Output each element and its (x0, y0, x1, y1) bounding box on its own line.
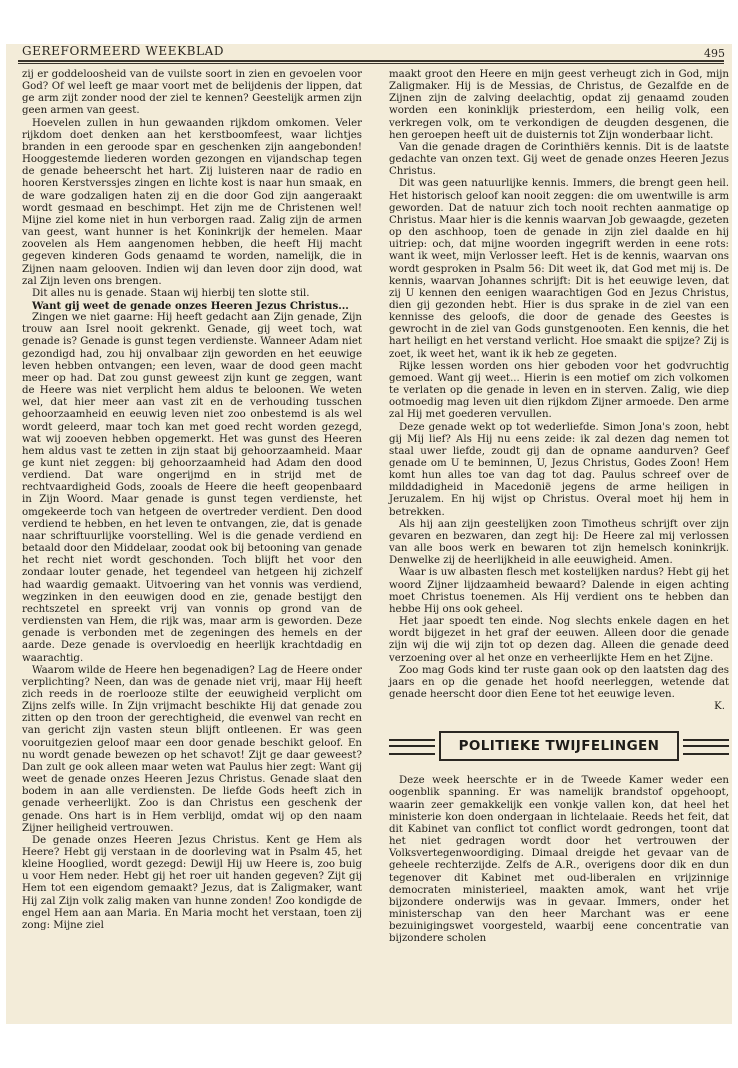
top-margin (0, 0, 738, 44)
paragraph: Dit alles nu is genade. Staan wij hierbij ten slotte stil. (32, 287, 310, 299)
heading-box (439, 731, 679, 761)
paragraph: Hoevelen zullen in hun gewaanden rijkdom omkomen. Veler rijkdom doet denken aan het kerstboomfeest, waar lichtjes branden in een geroode spar en geschenken zijn aangebonden! Hooggestemde liederen worden gezongen en vijandschap tegen de genade beheerscht het hart. Zij luisteren naar de radio en hooren Kerstverssjes zingen en lichte kost is naar hun smaak, en de ware godzaligen haten zij en die door God zijn aangeraakt wordt gesmaad en beschimpt. Het zijn me de Christenen wel! Mijne ziel kome niet in hun verborgen raad. Zalig zijn de armen van geest, want hunner is het Koninkrijk der hemelen. Maar zoovelen als Hem aangenomen hebben, die heeft Hij macht gegeven kinderen Gods genaamd te worden, namelijk, die in Zijnen naam gelooven. Indien wij dan leven door zijn dood, wat zal Zijn leven ons brengen. (22, 117, 362, 287)
left-column (22, 69, 362, 932)
section-title: POLITIEKE TWIJFELINGEN (458, 738, 660, 755)
paragraph: Waar is uw albasten flesch met kostelijken nardus? Hebt gij het woord Zijner lijdzaamheid bewaard? Dalende in eigen achting moet Christus toenemen. Als Hij verdient ons te hebben dan hebbe Hij ons ook geheel. (389, 567, 729, 615)
paragraph: Zingen we niet gaarne: Hij heeft gedacht aan Zijn genade, Zijn trouw aan Isrel nooit gekrenkt. Genade, gij weet toch, wat genade is? Genade is gunst tegen verdienste. Wanneer Adam niet gezondigd had, zou hij onvalbaar zijn geworden en het eeuwige leven hebben ontvangen; een leven, waar de dood geen macht meer op had. Dat zou gunst geweest zijn kunt ge zeggen, want de Heere was niet verplicht hem aldus te beloonen. We weten wel, dat hier meer aan vast zit en de verhouding tusschen gehoorzaamheid en eeuwig leven niet zoo onbestemd is als wel wordt geleerd, maar toch kan met goed recht worden gezegd, wat wij zooeven hebben opgemerkt. Het was gunst des Heeren hem aldus vast te zetten in zijn staat bij gehoorzaamheid. Maar ge kunt niet zeggen: bij gehoorzaamheid had Adam den dood verdiend. Dat ware ongerijmd en in strijd met de rechtvaardigheid Gods, zooals de Heere die heeft geopenbaard in Zijn Woord. Maar genade is gunst tegen verdienste, het omgekeerde toch van hetgeen de overtreder verdient. Den dood verdiend te hebben, en het leven te ontvangen, zie, dat is genade naar schriftuurlijke voorstelling. Wel is die genade verdiend en betaald door den Middelaar, zoodat ook bij betooning van genade het recht niet wordt geschonden. Toch blijft het voor den zondaar louter genade, het tegendeel van hetgeen hij zichzelf had waardig gemaakt. Uitvoering van het vonnis was verdiend, wegzinken in den eeuwigen dood en zie, genade bestijgt den rechtszetel en spreekt vrij van vonnis op grond van de verdiensten van Hem, die rijk was, maar arm is geworden. Deze genade is verbonden met de zegeningen des hemels en der aarde. Deze genade is overvloedig en heerlijk krachtdadig en waarachtig. (22, 312, 362, 664)
page-number: 495 (704, 47, 725, 60)
header-rule-thin (18, 63, 724, 64)
header-rule (18, 60, 724, 62)
heading-ornament-right (683, 739, 729, 755)
running-title: GEREFORMEERD WEEKBLAD (22, 44, 225, 58)
paragraph: zij er goddeloosheid van de vuilste soort in zien en gevoelen voor God? Of wel leeft ge maar voort met de belijdenis der lippen, dat ge arm zijt zonder nood der ziel te kennen? Geestelijk armen zijn geen armen van geest. (22, 69, 362, 117)
paragraph: Rijke lessen worden ons hier geboden voor het godvruchtig gemoed. Want gij weet... Hierin is een motief om zich volkomen te verlaten op die genade in leven en in sterven. Zalig, wie diep ootmoedig mag leven uit dien rijkdom Zijner armoede. Den arme zal Hij met goederen vervullen. (389, 360, 729, 421)
paragraph: maakt groot den Heere en mijn geest verheugt zich in God, mijn Zaligmaker. Hij is de Messias, de Christus, de Gezalfde en de Zijnen zijn de zalving deelachtig, opdat zij genaamd zouden worden een koninklijk priesterdom, een heilig volk, een verkregen volk, om te verkondigen de deugden desgenen, die hen geroepen heeft uit de duisternis tot Zijn wonderbaar licht. (389, 69, 729, 141)
paragraph: De genade onzes Heeren Jezus Christus. Kent ge Hem als Heere? Hebt gij verstaan in de doorleving wat in Psalm 45, het kleine Hooglied, wordt gezegd: Dewijl Hij uw Heere is, zoo buig u voor Hem neder. Hebt gij het roer uit handen gegeven? Zijt gij Hem tot een eigendom gemaakt? Jezus, dat is Zaligmaker, want Hij zal Zijn volk zalig maken van hunne zonden! Zoo kondigde de engel Hem aan aan Maria. En Maria mocht het verstaan, toen zij zong: Mijne ziel (22, 834, 362, 931)
paragraph: Dit was geen natuurlijke kennis. Immers, die brengt geen heil. Het historisch geloof kan nooit zeggen: die om uwentwille is arm geworden. Dat de natuur zich toch nooit rechten aanmatige op Christus. Maar hier is die kennis waarvan Job gewaagde, gezeten op den aschhoop, toen de genade in zijn ziel daalde en hij uitriep: och, dat mijne woorden ingegrift werden in eene rots: want ik weet, mijn Verlosser leeft. Het is de kennis, waarvan ons wordt gesproken in Psalm 56: Dit weet ik, dat God met mij is. De kennis, waarvan Johannes schrijft: Dit is het eeuwige leven, dat zij U kennen den eenigen waarachtigen God en Jezus Christus, dien gij gezonden hebt. Hier is dus sprake in de ziel van een kennisse des geloofs, die door de genade des Geestes is gewrocht in de ziel van Gods gunstgenooten. Een kennis, die het hart heiligt en het verstand verlicht. Hoe smaakt die spijze? Zij is zoet, ik weet het, want ik ik heb ze gegeten. (389, 178, 729, 360)
heading-ornament-left (389, 739, 435, 755)
paragraph: Waarom wilde de Heere hen begenadigen? Lag de Heere onder verplichting? Neen, dan was de genade niet vrij, maar Hij heeft zich reeds in de roerlooze stilte der eeuwigheid verplicht om Zijns zelfs wille. In Zijn vrijmacht beschikte Hij dat genade zou zitten op den troon der gerechtigheid, die evenwel van recht en van gericht zijn vasten steun blijft ontleenen. Er was geen vooruitgezien geloof maar een door genade beschikt geloof. En nu wordt genade bewezen op het schavot! Zijt ge daar geweest? Dan zult ge ook alleen maar weten wat Paulus hier zegt: Want gij weet de genade onzes Heeren Jezus Christus. Genade slaat den bodem in aan alle verdiensten. De liefde Gods heeft zich in genade verheerlijkt. Zoo is dan Christus een geschenk der genade. Ons hart is in Hem verblijd, omdat wij op den naam Zijner heiligheid vertrouwen. (22, 664, 362, 834)
paragraph: Deze week heerschte er in de Tweede Kamer weder een oogenblik spanning. Er was namelijk brandstof opgehoopt, waarin zeer gemakkelijk een vonkje vallen kon, dat heel het ministerie kon doen ondergaan in lichtelaaie. Reeds het feit, dat dit Kabinet van conflict tot conflict wordt gedrongen, toont dat het niet gedragen wordt door het vertrouwen der Volksvertegenwoordiging. Dimaal dreigde het gevaar van de geheele rechterzijde. Zelfs de A.R., overigens door dik en dun tegenover dit Kabinet met oud-liberalen en vrijzinnige democraten ministerieel, maakten amok, want het vrije bijzondere onderwijs was in gevaar. Immers, onder het ministerschap van den heer Marchant was er eene bezuinigingswet voorgesteld, waarbij eene concentratie van bijzondere scholen (389, 775, 729, 945)
author-signature: K. (714, 701, 725, 713)
paragraph: Het jaar spoedt ten einde. Nog slechts enkele dagen en het wordt bijgezet in het graf der eeuwen. Alleen door die genade zijn wij die wij zijn tot op dezen dag. Alleen die genade deed verzoening over al het onze en verheerlijkte Hem en het Zijne. (389, 616, 729, 664)
right-column (389, 69, 729, 945)
paragraph: Van die genade dragen de Corinthiërs kennis. Dit is de laatste gedachte van onzen text. Gij weet de genade onzes Heeren Jezus Christus. (389, 141, 729, 178)
newspaper-page (6, 44, 732, 1024)
paragraph: Deze genade wekt op tot wederliefde. Simon Jona's zoon, hebt gij Mij lief? Als Hij nu eens zeide: ik zal dezen dag nemen tot staal uwer liefde, zoudt gij dan de opname aandurven? Geef genade om U te beminnen, U, Jezus Christus, Godes Zoon! Hem komt hun alles toe van dag tot dag. Paulus schreef over de milddadigheid in Macedonië jegens de arme heiligen in Jeruzalem. En hij wijst op Christus. Overal moet hij hem in betrekken. (389, 421, 729, 518)
paragraph: Zoo mag Gods kind ter ruste gaan ook op den laatsten dag des jaars en op die genade het hoofd neerleggen, wetende dat genade heerscht door dien Eene tot het eeuwige leven. (389, 664, 729, 700)
section-heading (389, 731, 729, 761)
lead-question: Want gij weet de genade onzes Heeren Jezus Christus... (32, 299, 349, 312)
paragraph: Als hij aan zijn geestelijken zoon Timotheus schrijft over zijn gevaren en bezwaren, dan zegt hij: De Heere zal mij verlossen van alle boos werk en bewaren tot zijn hemelsch koninkrijk. Denwelke zij de heerlijkheid in alle eeuwigheid. Amen. (389, 518, 729, 567)
